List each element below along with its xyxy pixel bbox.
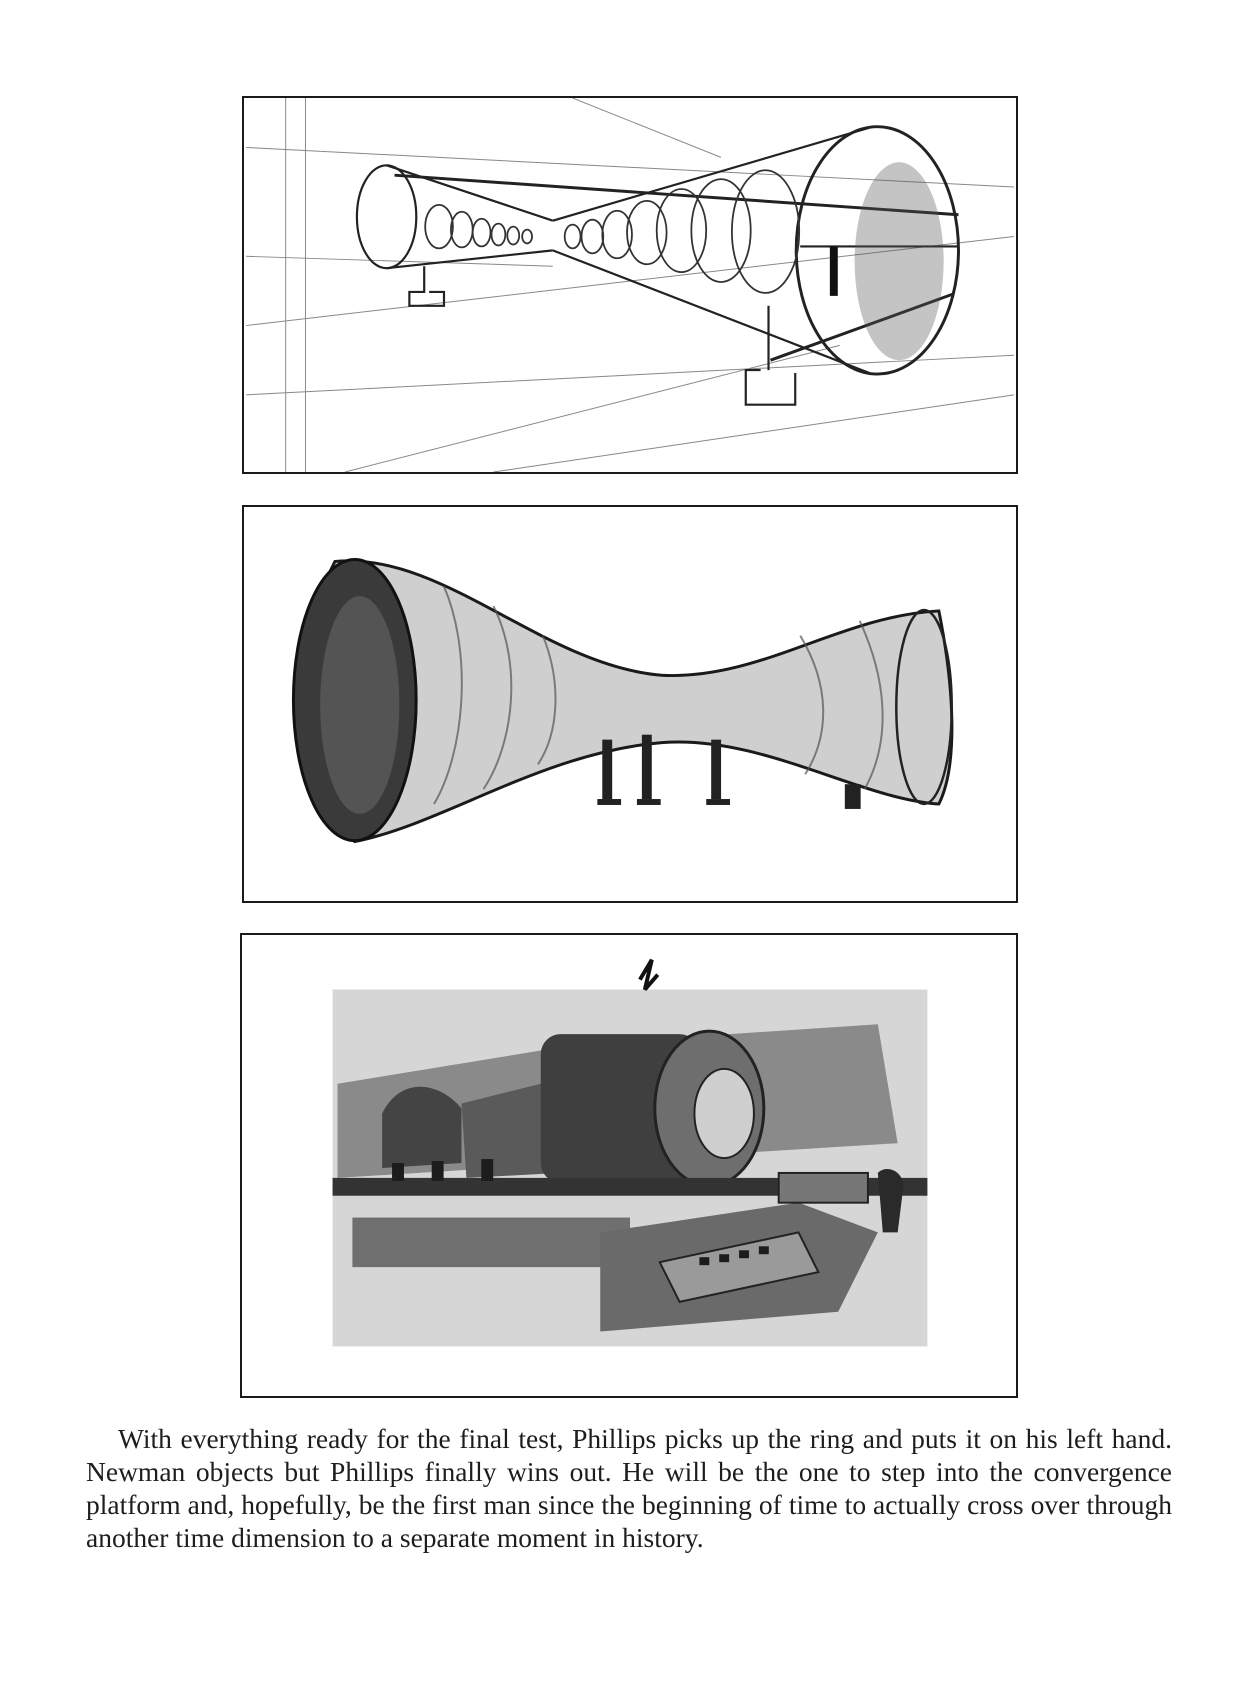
charcoal-sketch-hourglass-tunnel	[244, 507, 1016, 901]
sketch-panel-hourglass-tunnel	[242, 505, 1018, 903]
charcoal-sketch-tunnel-and-console	[242, 935, 1016, 1396]
caption-paragraph: With everything ready for the final test, Phillips picks up the ring and puts it on his left hand. Newman objects but Phillips finally wins out. He will be the one to step into the convergence platform and, hopefully, be the first man since the beginning of time to actually cross over through another time dimension to a separate moment in history.	[86, 1423, 1172, 1553]
sketch-panel-time-tunnel-rings	[242, 96, 1018, 474]
pencil-sketch-cone-tunnel	[244, 98, 1016, 472]
sketch-panel-tunnel-control-room	[240, 933, 1018, 1398]
